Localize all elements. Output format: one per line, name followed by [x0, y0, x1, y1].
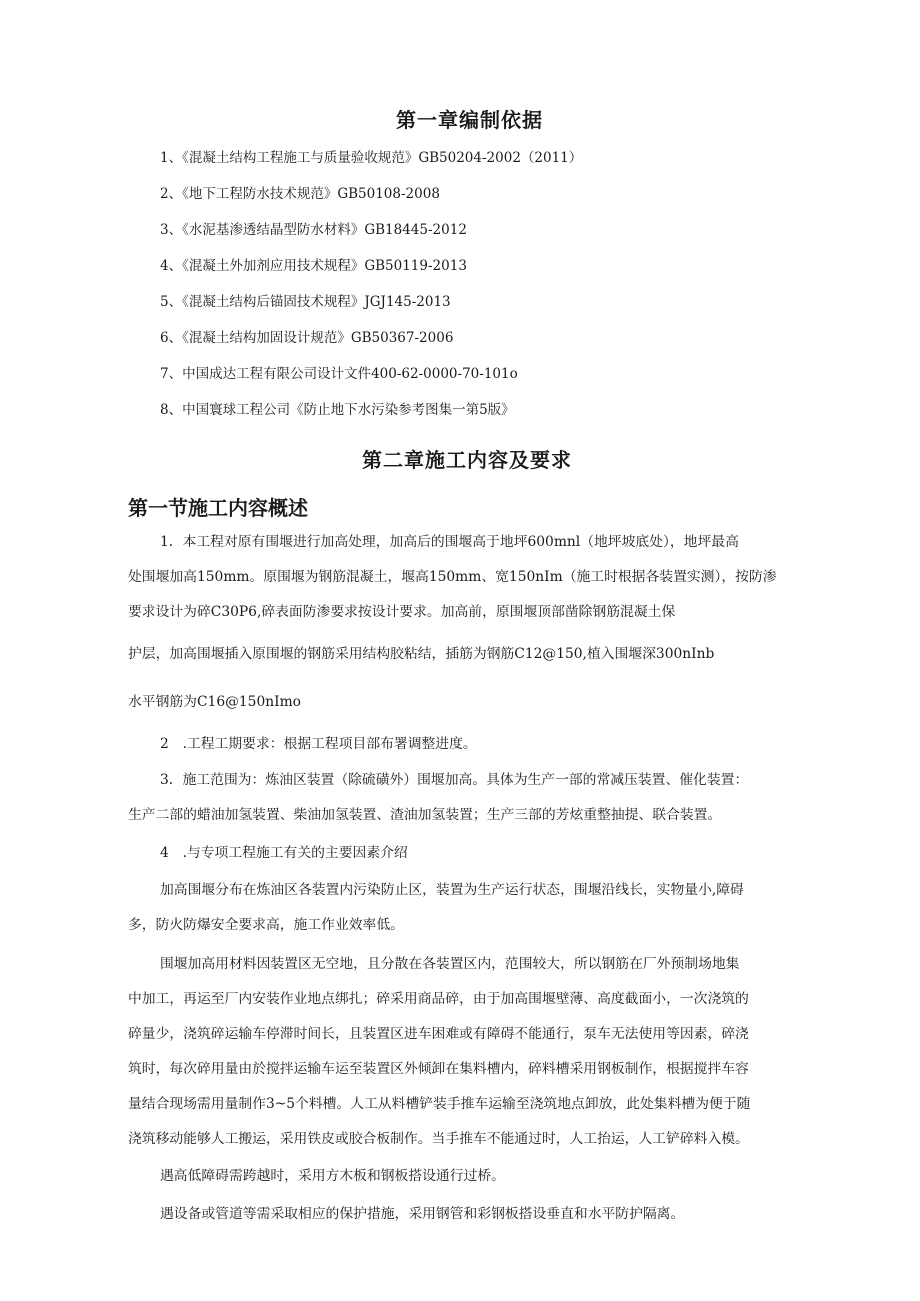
paragraph-5-line-2: 多，防火防爆安全要求高，施工作业效率低。 — [128, 917, 404, 933]
section1-title: 第一节施工内容概述 — [128, 496, 308, 520]
paragraph-8: 遇设备或管道等需采取相应的保护措施，采用钢管和彩钢板搭设垂直和水平防护隔离。 — [160, 1206, 685, 1222]
paragraph-3-line-1: 3．施工范围为：炼油区装置（除硫磺外）围堰加高。具体为生产一部的常减压装置、催化装置： — [160, 772, 749, 788]
paragraph-2: 2 .工程工期要求：根据工程项目部布署调整进度。 — [160, 736, 477, 752]
paragraph-6-line-1: 围堰加高用材料因装置区无空地，且分散在各装置区内，范围较大，所以钢筋在厂外预制场地集 — [160, 956, 740, 972]
reference-item-4: 4、《混凝土外加剂应用技术规程》GB50119-2013 — [160, 258, 467, 274]
paragraph-6-line-4: 筑时，每次碎用量由於搅拌运输车运至装置区外倾卸在集料槽内，碎料槽采用钢板制作，根据搅拌车容 — [128, 1061, 749, 1077]
chapter1-title: 第一章编制依据 — [396, 108, 543, 132]
reference-item-8: 8、中国寰球工程公司《防止地下水污染参考图集一第5版》 — [160, 402, 515, 418]
reference-item-6: 6、《混凝土结构加固设计规范》GB50367-2006 — [160, 330, 454, 346]
reference-item-2: 2、《地下工程防水技术规范》GB50108-2008 — [160, 186, 440, 202]
chapter2-title: 第二章施工内容及要求 — [362, 448, 572, 472]
paragraph-7: 遇高低障碍需跨越时，采用方木板和钢板搭设通行过桥。 — [160, 1168, 505, 1184]
paragraph-1-line-4: 护层，加高围堰插入原围堰的钢筋采用结构胶粘结，插筋为钢筋C12@150,植入围堰深300nInb — [128, 646, 715, 662]
paragraph-1-line-2: 处围堰加高150mm。原围堰为钢筋混凝土，堰高150mm、宽150nIm（施工时根据各装置实测），按防渗 — [128, 569, 777, 585]
paragraph-1-line-3: 要求设计为碎C30P6,碎表面防渗要求按设计要求。加高前，原围堰顶部凿除钢筋混凝土保 — [128, 604, 676, 620]
paragraph-3-line-2: 生产二部的蜡油加氢装置、柴油加氢装置、渣油加氢装置；生产三部的芳炫重整抽提、联合装置。 — [128, 807, 722, 823]
paragraph-1-line-1: 1．本工程对原有围堰进行加高处理，加高后的围堰高于地坪600mnl（地坪坡底处），地坪最高 — [160, 534, 739, 550]
reference-item-7: 7、中国成达工程有限公司设计文件400-62-0000-70-101o — [160, 366, 518, 382]
reference-item-5: 5、《混凝土结构后锚固技术规程》JGJ145-2013 — [160, 294, 451, 310]
paragraph-4: 4 .与专项工程施工有关的主要因素介绍 — [160, 845, 408, 861]
paragraph-5-line-1: 加高围堰分布在炼油区各装置内污染防止区，装置为生产运行状态，围堰沿线长，实物量小,障碍 — [160, 882, 744, 898]
paragraph-6-line-6: 浇筑移动能够人工搬运，采用铁皮或胶合板制作。当手推车不能通过时，人工抬运，人工铲碎料入模。 — [128, 1131, 749, 1147]
paragraph-6-line-5: 量结合现场需用量制作3~5个料槽。人工从料槽铲装手推车运输至浇筑地点卸放，此处集料槽为便于随 — [128, 1096, 751, 1112]
paragraph-6-line-2: 中加工，再运至厂内安装作业地点绑扎；碎采用商品碎，由于加高围堰壁薄、高度截面小，一次浇筑的 — [128, 991, 749, 1007]
paragraph-1-line-5: 水平钢筋为C16@150nImo — [128, 694, 301, 710]
reference-item-1: 1、《混凝土结构工程施工与质量验收规范》GB50204-2002（2011） — [160, 150, 583, 166]
reference-item-3: 3、《水泥基渗透结晶型防水材料》GB18445-2012 — [160, 222, 467, 238]
paragraph-6-line-3: 碎量少，浇筑碎运输车停滞时间长，且装置区进车困难或有障碍不能通行，泵车无法使用等因素，碎浇 — [128, 1026, 749, 1042]
